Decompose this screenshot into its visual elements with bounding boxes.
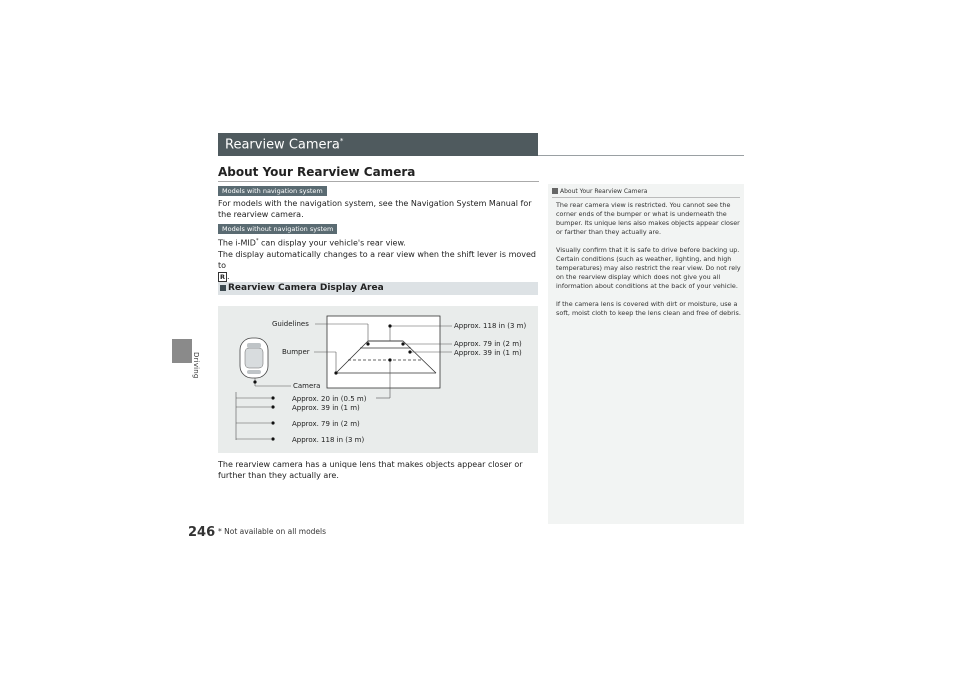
navigation-text: For models with the navigation system, see the Navigation System Manual for the rearview camera. (218, 199, 532, 219)
page-footnote: * Not available on all models (218, 527, 327, 536)
tag-without-navigation: Models without navigation system (218, 224, 337, 234)
about-heading-rule (218, 181, 539, 182)
note-icon (552, 188, 558, 194)
page-title: Rearview Camera* (225, 137, 344, 153)
page-number: 246 (188, 525, 216, 540)
section-tab (172, 339, 192, 363)
note-paragraph: Visually confirm that it is safe to drive before backing up. Certain conditions (such as weather, lighting, and high temperatures) may also restrict the rear view. Do not rely on the rearview display which does not give you all information about conditions at the back of your vehicle. (556, 246, 741, 290)
label-far-79: Approx. 79 in (2 m) (454, 340, 522, 348)
dot-camera (253, 380, 256, 383)
title-rule (538, 155, 744, 156)
dot-3m (388, 324, 391, 327)
page-title-bar (218, 133, 538, 156)
label-far-39: Approx. 39 in (1 m) (454, 349, 522, 357)
label-camera: Camera (293, 382, 321, 390)
camera-display-diagram (218, 306, 538, 453)
notes-panel (548, 184, 744, 524)
imid-text: The i-MID* can display your vehicle's rear view. The display automatically changes to a rear view when the shift lever is moved to R . (218, 238, 536, 281)
lens-text: The rearview camera has a unique lens that makes objects appear closer or further than they actually are. (218, 460, 523, 480)
label-near-20: Approx. 20 in (0.5 m) (292, 395, 367, 403)
section-label: Driving (192, 352, 200, 379)
notes-body (556, 201, 742, 327)
label-far-118: Approx. 118 in (3 m) (454, 322, 527, 330)
dot-2m (401, 342, 404, 345)
label-guidelines: Guidelines (272, 320, 309, 328)
tag-with-navigation: Models with navigation system (218, 186, 327, 196)
label-near-79: Approx. 79 in (2 m) (292, 420, 360, 428)
dot-bumper (334, 371, 337, 374)
note-paragraph: If the camera lens is covered with dirt or moisture, use a soft, moist cloth to keep the lens clean and free of debris. (556, 300, 741, 317)
display-area-heading: Rearview Camera Display Area (218, 282, 538, 295)
dot-near (388, 358, 391, 361)
label-near-39: Approx. 39 in (1 m) (292, 404, 360, 412)
label-bumper: Bumper (282, 348, 310, 356)
dot-1m (408, 350, 411, 353)
label-near-118: Approx. 118 in (3 m) (292, 436, 365, 444)
note-paragraph: The rear camera view is restricted. You cannot see the corner ends of the bumper or what is underneath the bumper. Its unique lens also makes objects appear closer or farther than they actually are. (556, 201, 740, 236)
dot-guideline (366, 342, 369, 345)
title-footnote-marker: * (339, 137, 344, 145)
reverse-gear-key: R (220, 272, 226, 281)
about-heading: About Your Rearview Camera (218, 165, 416, 179)
car-top-view-icon (240, 338, 268, 378)
notes-heading: About Your Rearview Camera (552, 188, 647, 195)
diagram-svg (218, 306, 538, 453)
